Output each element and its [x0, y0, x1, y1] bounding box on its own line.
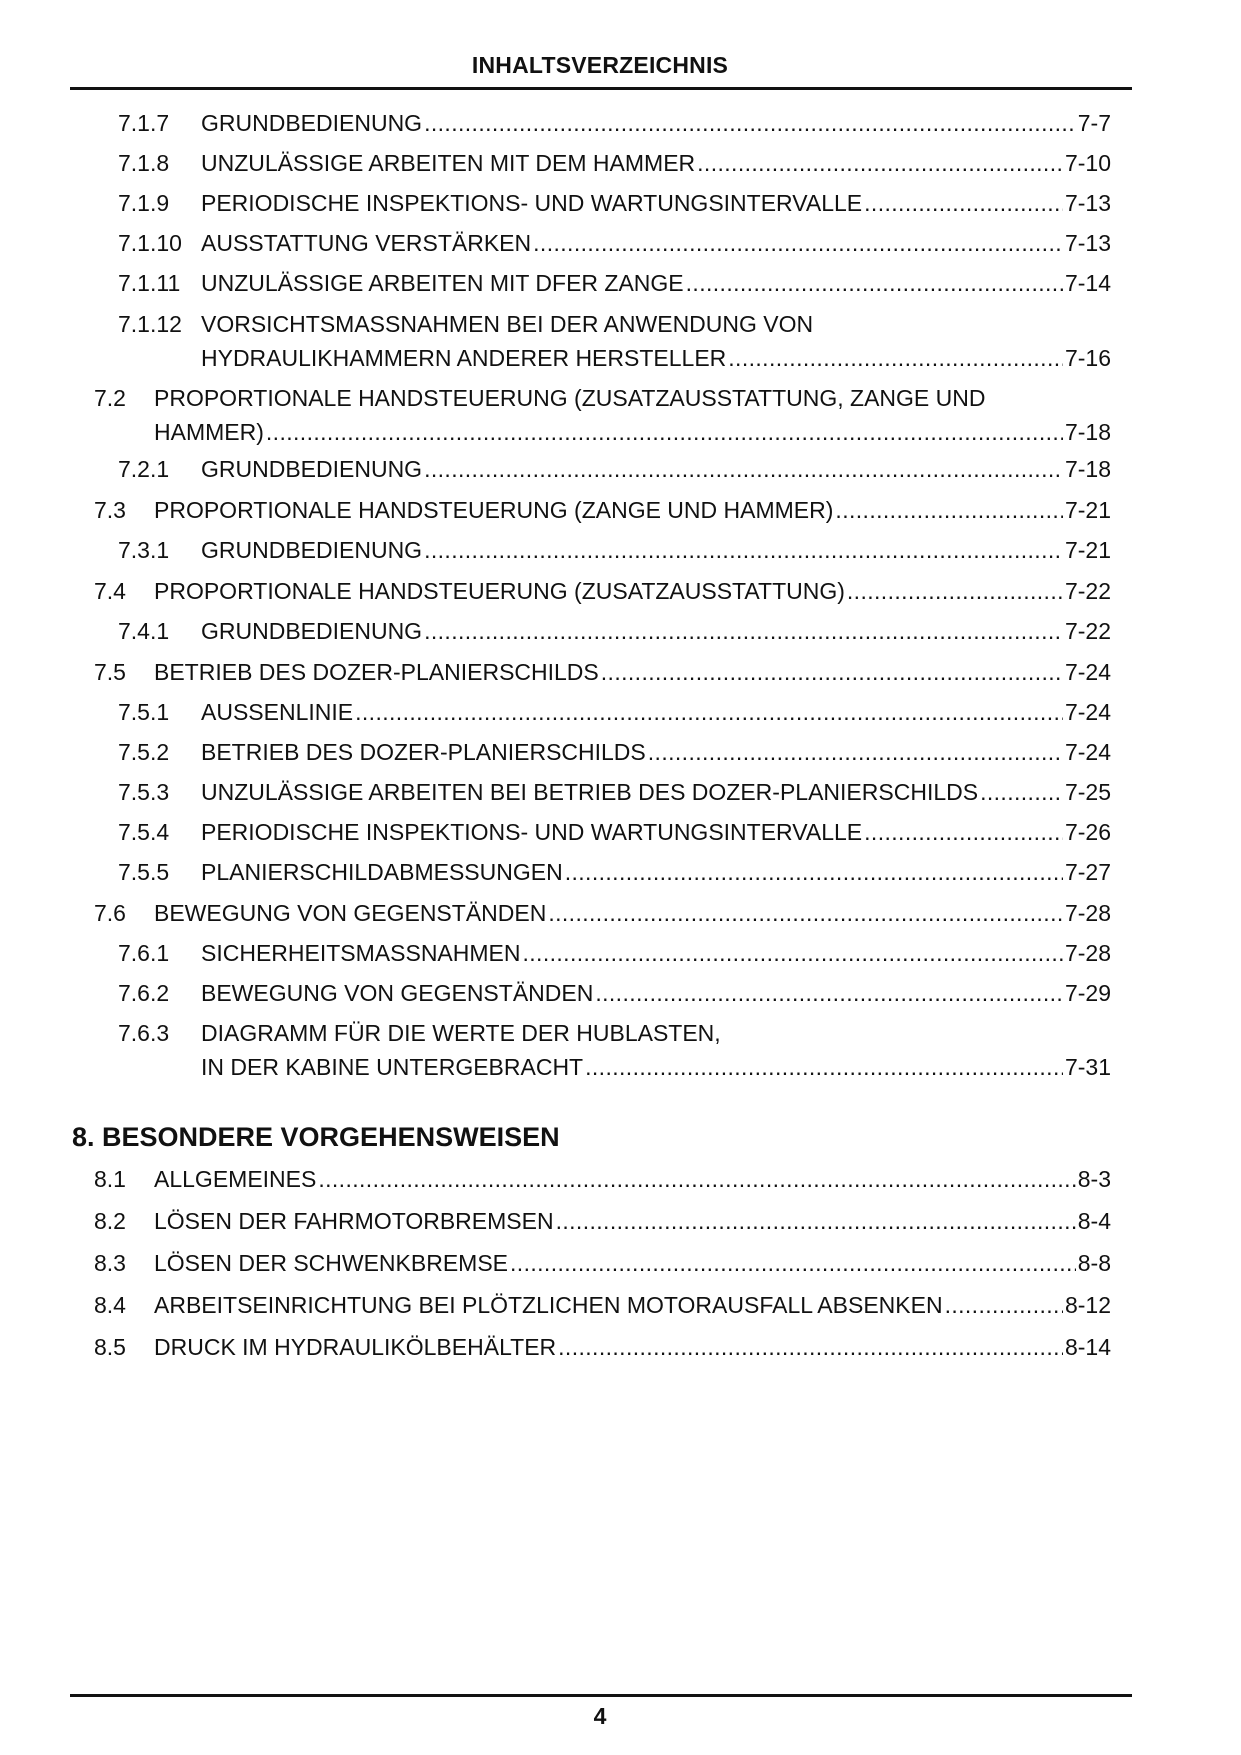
toc-entry-page: 7-28	[1064, 940, 1111, 966]
dot-leader	[424, 108, 1076, 138]
toc-entry-page: 7-14	[1064, 270, 1111, 296]
toc-entry-title: LÖSEN DER SCHWENKBREMSE	[154, 1250, 509, 1276]
toc-entry-number: 8.4	[94, 1292, 126, 1318]
page-number: 4	[593, 1703, 607, 1729]
toc-entry-page: 7-31	[1064, 1054, 1111, 1080]
dot-leader	[548, 898, 1063, 928]
dot-leader	[266, 417, 1063, 447]
toc-entry-number: 8.3	[94, 1250, 126, 1276]
toc-entry-number: 7.1.12	[118, 311, 182, 337]
dot-leader	[728, 343, 1063, 373]
toc-entry-title: IN DER KABINE UNTERGEBRACHT	[201, 1054, 584, 1080]
toc-entry-number: 7.5.2	[118, 739, 170, 765]
toc-entry-number: 7.5.1	[118, 699, 170, 725]
toc-entry-title-line: DIAGRAMM FÜR DIE WERTE DER HUBLASTEN,	[201, 1020, 721, 1046]
toc-entry-number: 7.5.4	[118, 819, 170, 845]
dot-leader	[697, 148, 1063, 178]
toc-entry-title: PROPORTIONALE HANDSTEUERUNG (ZANGE UND HAMMER)	[154, 497, 834, 523]
toc-entry-number: 7.3.1	[118, 537, 170, 563]
toc-entry-page: 8-4	[1077, 1208, 1111, 1234]
toc-entry-title: UNZULÄSSIGE ARBEITEN MIT DFER ZANGE	[201, 270, 684, 296]
toc-entry-title: ALLGEMEINES	[154, 1166, 317, 1192]
toc-entry-title: UNZULÄSSIGE ARBEITEN MIT DEM HAMMER	[201, 150, 696, 176]
dot-leader	[980, 777, 1063, 807]
toc-entry-title: ARBEITSEINRICHTUNG BEI PLÖTZLICHEN MOTORAUSFALL ABSENKEN	[154, 1292, 943, 1318]
dot-leader	[565, 857, 1063, 887]
toc-entry-number: 7.2.1	[118, 456, 170, 482]
dot-leader	[510, 1248, 1076, 1278]
toc-entry-page: 7-10	[1064, 150, 1111, 176]
toc-entry-title: AUSSENLINIE	[201, 699, 354, 725]
toc-entry-number: 7.6.1	[118, 940, 170, 966]
toc-entry-number: 7.6.2	[118, 980, 170, 1006]
dot-leader	[595, 978, 1063, 1008]
toc-entry-title: PERIODISCHE INSPEKTIONS- UND WARTUNGSINTERVALLE	[201, 819, 863, 845]
dot-leader	[945, 1290, 1063, 1320]
dot-leader	[522, 938, 1062, 968]
dot-leader	[835, 495, 1063, 525]
toc-entry-page: 7-25	[1064, 779, 1111, 805]
toc-entry-title-line: VORSICHTSMASSNAHMEN BEI DER ANWENDUNG VON	[201, 311, 814, 337]
toc-entry-page: 7-18	[1064, 456, 1111, 482]
toc-entry-page: 7-28	[1064, 900, 1111, 926]
toc-entry-title: PLANIERSCHILDABMESSUNGEN	[201, 859, 563, 885]
toc-entry-page: 8-8	[1077, 1250, 1111, 1276]
toc-entry-number: 7.5.5	[118, 859, 170, 885]
toc-entry-number: 7.4	[94, 578, 126, 604]
chapter-8-title: 8. BESONDERE VORGEHENSWEISEN	[72, 1122, 560, 1152]
dot-leader	[355, 697, 1063, 727]
dot-leader	[864, 188, 1063, 218]
toc-entry-number: 8.2	[94, 1208, 126, 1234]
toc-entry-title: GRUNDBEDIENUNG	[201, 537, 423, 563]
toc-entry-page: 7-24	[1064, 699, 1111, 725]
toc-entry-page: 7-7	[1077, 110, 1111, 136]
toc-entry-title: SICHERHEITSMASSNAHMEN	[201, 940, 521, 966]
toc-entry-title: UNZULÄSSIGE ARBEITEN BEI BETRIEB DES DOZER-PLANIERSCHILDS	[201, 779, 979, 805]
toc-entry-number: 7.6	[94, 900, 126, 926]
toc-entry-page: 8-12	[1064, 1292, 1111, 1318]
toc-entry-number: 7.5	[94, 659, 126, 685]
toc-entry-page: 7-21	[1064, 537, 1111, 563]
toc-entry-number: 7.2	[94, 385, 126, 411]
toc-entry-page: 7-18	[1064, 419, 1111, 445]
dot-leader	[424, 535, 1063, 565]
toc-entry-title-line: PROPORTIONALE HANDSTEUERUNG (ZUSATZAUSSTATTUNG, ZANGE UND	[154, 385, 986, 411]
toc-entry-title: GRUNDBEDIENUNG	[201, 618, 423, 644]
toc-entry-page: 7-13	[1064, 190, 1111, 216]
toc-entry-title: GRUNDBEDIENUNG	[201, 110, 423, 136]
toc-entry-number: 7.5.3	[118, 779, 170, 805]
toc-entry-number: 7.6.3	[118, 1020, 170, 1046]
toc-entry-title: GRUNDBEDIENUNG	[201, 456, 423, 482]
dot-leader	[318, 1164, 1075, 1194]
toc-entry-number: 7.1.9	[118, 190, 170, 216]
toc-entry-number: 7.1.8	[118, 150, 170, 176]
toc-entry-number: 8.5	[94, 1334, 126, 1360]
dot-leader	[556, 1206, 1076, 1236]
dot-leader	[558, 1332, 1063, 1362]
toc-entry-page: 7-29	[1064, 980, 1111, 1006]
toc-entry-page: 7-26	[1064, 819, 1111, 845]
toc-entry-title: BETRIEB DES DOZER-PLANIERSCHILDS	[154, 659, 599, 685]
toc-entry-title: PROPORTIONALE HANDSTEUERUNG (ZUSATZAUSSTATTUNG)	[154, 578, 845, 604]
toc-entry-title: AUSSTATTUNG VERSTÄRKEN	[201, 230, 532, 256]
toc-entry-page: 8-3	[1077, 1166, 1111, 1192]
toc-entry-title: DRUCK IM HYDRAULIKÖLBEHÄLTER	[154, 1334, 557, 1360]
dot-leader	[847, 576, 1063, 606]
dot-leader	[585, 1052, 1063, 1082]
dot-leader	[648, 737, 1063, 767]
toc-entry-page: 7-16	[1064, 345, 1111, 371]
dot-leader	[424, 616, 1063, 646]
toc-entry-page: 7-21	[1064, 497, 1111, 523]
toc-entry-page: 7-22	[1064, 618, 1111, 644]
toc-entry-number: 7.4.1	[118, 618, 170, 644]
toc-entry-number: 7.1.11	[118, 270, 181, 296]
toc-entry-number: 7.3	[94, 497, 126, 523]
dot-leader	[533, 228, 1063, 258]
dot-leader	[864, 817, 1063, 847]
toc-entry-title: BETRIEB DES DOZER-PLANIERSCHILDS	[201, 739, 646, 765]
toc-entry-title: LÖSEN DER FAHRMOTORBREMSEN	[154, 1208, 554, 1234]
toc-entry-page: 7-13	[1064, 230, 1111, 256]
toc-entry-page: 7-24	[1064, 659, 1111, 685]
toc-entry-title: HAMMER)	[154, 419, 264, 445]
toc-entry-number: 7.1.7	[118, 110, 170, 136]
dot-leader	[424, 454, 1063, 484]
toc-entry-number: 8.1	[94, 1166, 126, 1192]
footer-rule	[70, 1694, 1132, 1697]
page-header: INHALTSVERZEICHNIS	[471, 52, 729, 78]
dot-leader	[601, 657, 1063, 687]
toc-entry-page: 7-24	[1064, 739, 1111, 765]
toc-entry-title: BEWEGUNG VON GEGENSTÄNDEN	[154, 900, 547, 926]
toc-entry-page: 7-27	[1064, 859, 1111, 885]
toc-entry-title: PERIODISCHE INSPEKTIONS- UND WARTUNGSINTERVALLE	[201, 190, 863, 216]
toc-entry-title: HYDRAULIKHAMMERN ANDERER HERSTELLER	[201, 345, 727, 371]
toc-entry-page: 8-14	[1064, 1334, 1111, 1360]
dot-leader	[686, 268, 1063, 298]
toc-entry-number: 7.1.10	[118, 230, 182, 256]
toc-entry-page: 7-22	[1064, 578, 1111, 604]
toc-entry-title: BEWEGUNG VON GEGENSTÄNDEN	[201, 980, 594, 1006]
